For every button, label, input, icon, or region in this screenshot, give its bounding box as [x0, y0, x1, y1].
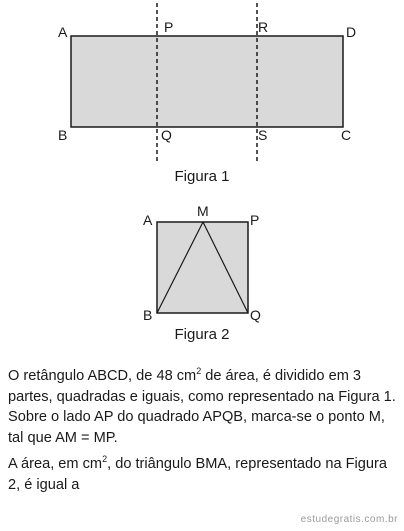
figure-2 [143, 203, 261, 323]
label-c: C [341, 127, 352, 143]
label-s: S [258, 127, 268, 143]
problem-paragraph-1 [8, 366, 398, 448]
label-b: B [58, 127, 68, 143]
label-q: Q [161, 127, 172, 143]
label-d: D [346, 24, 357, 40]
figure-1-caption: Figura 1 [174, 168, 230, 185]
label-a: A [143, 212, 153, 228]
label-p: P [164, 19, 174, 35]
watermark: estudegratis.com.br [300, 514, 398, 525]
square-apqb [157, 222, 248, 313]
problem-paragraph-2 [8, 454, 398, 495]
p1-text-b: de área, é dividido em 3 partes, quadradas e iguais, como representado na Figura 1. Sobre o lado AP do quadrado APQB, marca-se o ponto M, tal que AM = MP. [8, 368, 396, 446]
figure-1 [58, 3, 356, 162]
label-q: Q [250, 307, 261, 323]
p2-text-a: A área, em cm [8, 456, 103, 472]
p1-superscript: 2 [196, 366, 202, 377]
label-b: B [143, 307, 153, 323]
rectangle-abcd [71, 36, 343, 127]
label-m: M [197, 203, 209, 219]
label-p: P [250, 212, 260, 228]
p2-text-b: , do triângulo BMA, representado na Figura 2, é igual a [8, 456, 387, 493]
figure-2-caption: Figura 2 [174, 326, 230, 343]
p1-text-a: O retângulo ABCD, de 48 cm [8, 368, 197, 384]
p2-superscript: 2 [102, 454, 108, 465]
problem-statement [8, 366, 398, 495]
label-r: R [258, 19, 269, 35]
label-a: A [58, 24, 68, 40]
